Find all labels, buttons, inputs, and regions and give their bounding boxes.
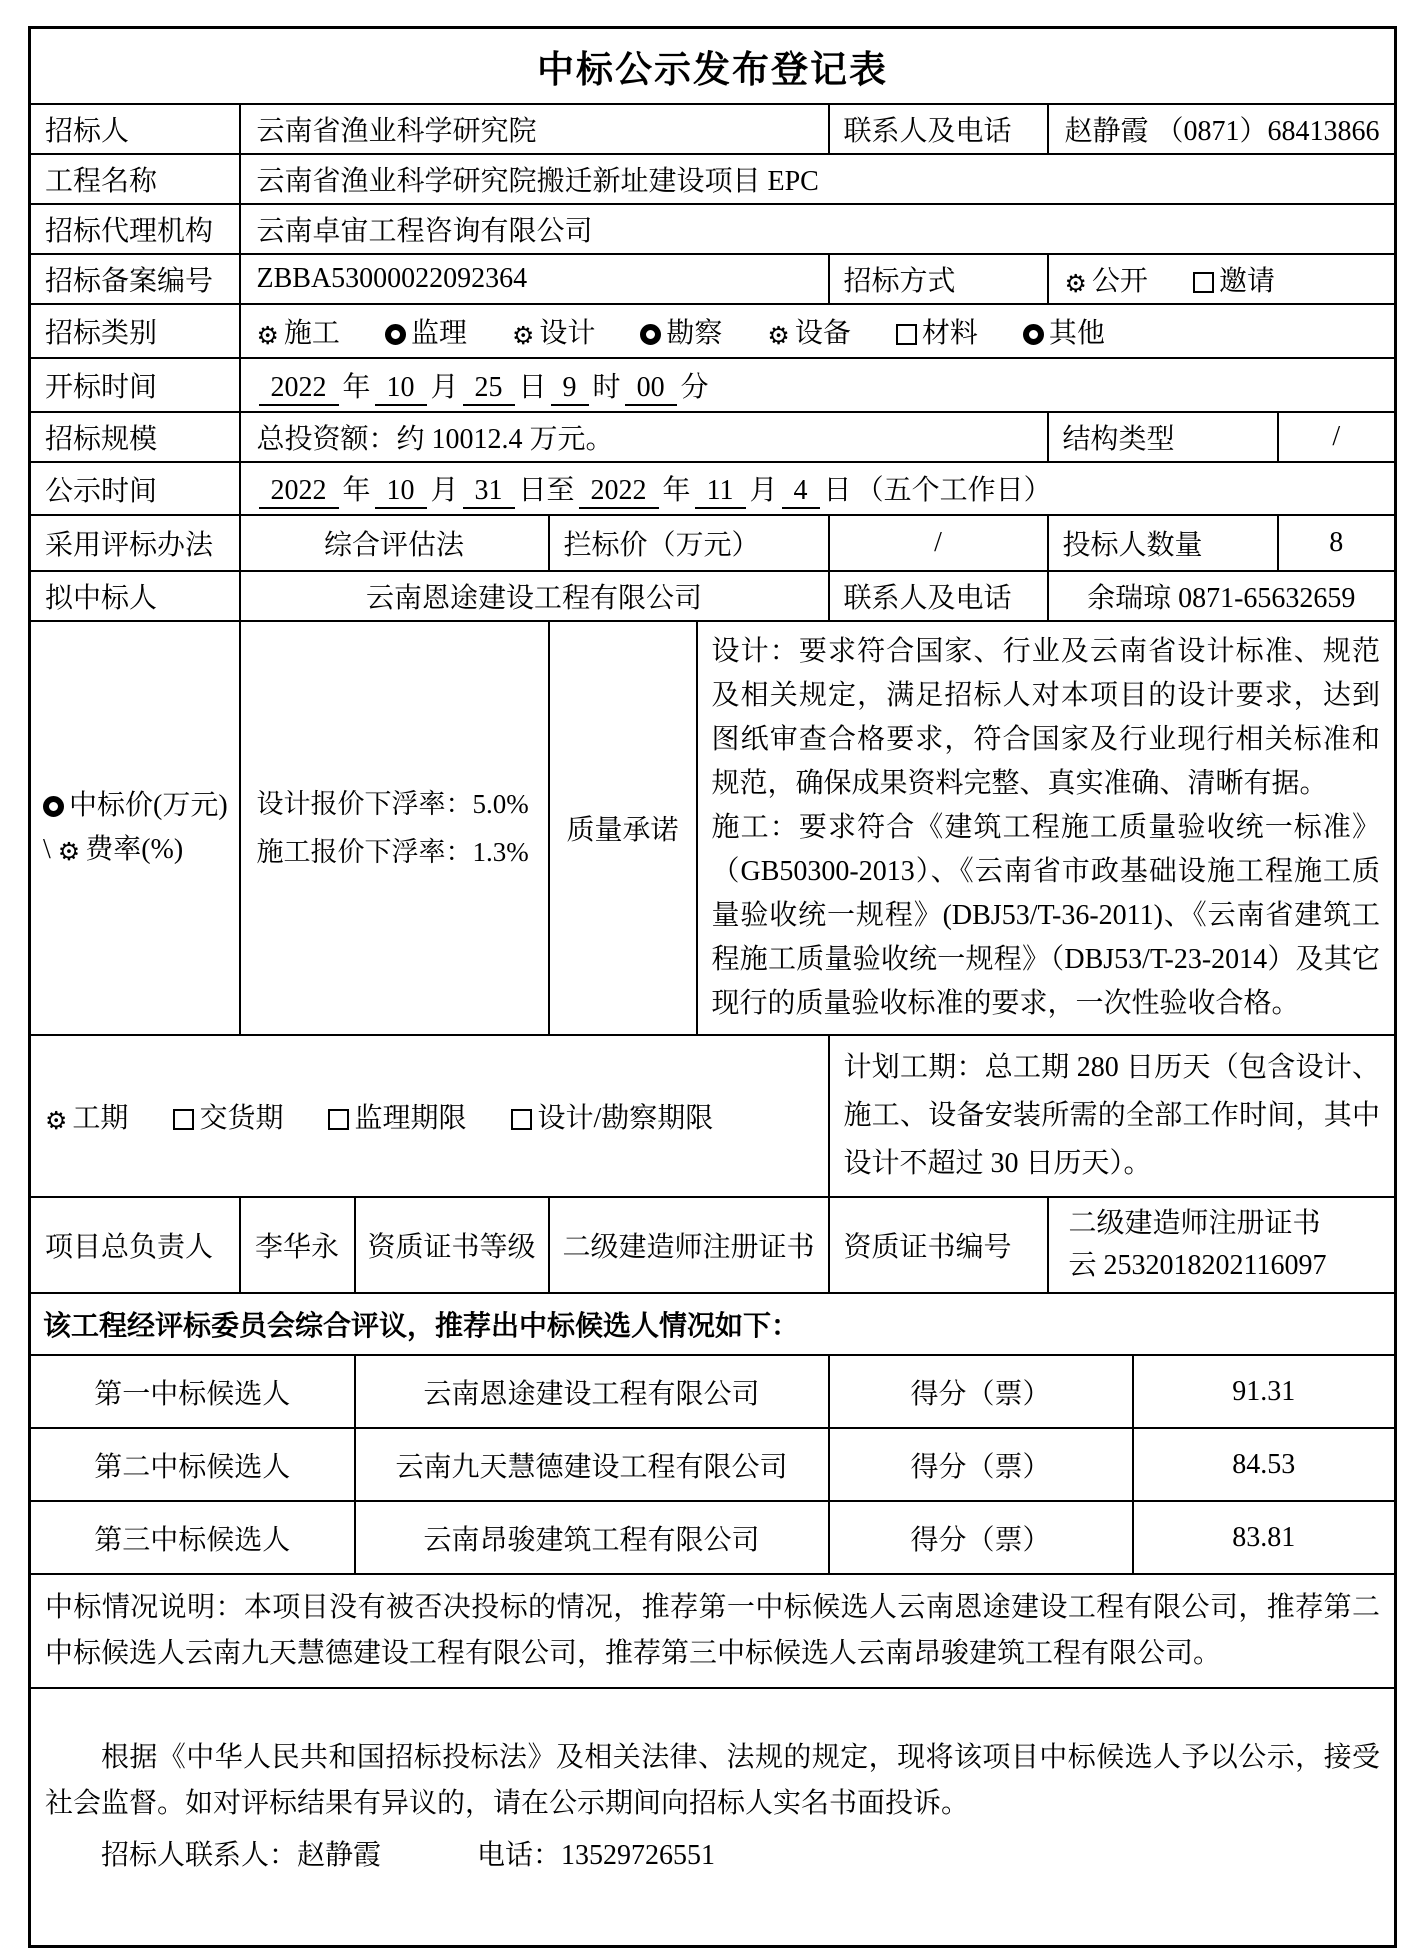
pub-unit: 年 (342, 475, 371, 506)
candidate-score-label: 得分（票） (829, 1501, 1133, 1574)
method-option-label: 邀请 (1218, 266, 1275, 297)
result-note-row (30, 1574, 1396, 1688)
design-discount-rate: 设计报价下浮率：5.0% (256, 789, 529, 819)
tenderer-contact-label: 联系人及电话 (829, 104, 1048, 154)
ceiling-price-label: 拦标价（万元） (549, 515, 829, 571)
publicity-row (30, 462, 1396, 515)
pub-start-day: 31 (463, 475, 515, 509)
empty-checkbox-icon (511, 1103, 532, 1135)
pub-unit: 日至 (518, 475, 575, 506)
filled-radio-icon (43, 784, 64, 828)
category-option (640, 311, 722, 351)
duration-option (45, 1096, 128, 1136)
candidate-rank: 第二中标候选人 (30, 1428, 355, 1501)
scale-value: 总投资额：约 10012.4 万元。 (240, 412, 1048, 462)
evaluation-method: 综合评估法 (240, 515, 549, 571)
publicity-value (240, 462, 1396, 515)
recommend-header-row (30, 1293, 1396, 1355)
discount-rates-cell (240, 621, 549, 1035)
candidate-row-3 (30, 1501, 1396, 1574)
open-day: 25 (463, 372, 515, 406)
project-label: 工程名称 (30, 154, 240, 204)
winner-contact-label: 联系人及电话 (829, 571, 1048, 621)
evaluation-row (30, 515, 1396, 571)
open-minute-unit: 分 (680, 371, 709, 403)
category-option (1023, 311, 1105, 351)
method-label: 招标方式 (829, 254, 1048, 304)
duration-option-label: 设计/勘察期限 (537, 1103, 714, 1134)
open-month-unit: 月 (430, 371, 459, 403)
planned-duration-text: 计划工期：总工期 280 日历天（包含设计、施工、设备安装所需的全部工作时间，其中设计不超过 30 日历天）。 (829, 1035, 1396, 1197)
winner-label: 拟中标人 (30, 571, 240, 621)
category-option-label: 监理 (410, 318, 467, 349)
tenderer-value: 云南省渔业科学研究院 (240, 104, 829, 154)
footer-contact-name: 招标人联系人：赵静霞 (101, 1840, 382, 1871)
agency-row (30, 204, 1396, 254)
category-option-label: 勘察 (666, 318, 723, 349)
manager-label: 项目总负责人 (30, 1197, 240, 1293)
gear-radio-icon (512, 318, 534, 350)
filled-radio-icon (385, 318, 406, 350)
empty-checkbox-icon (328, 1103, 349, 1135)
result-note: 中标情况说明：本项目没有被否决投标的情况，推荐第一中标候选人云南恩途建设工程有限公司，推荐第二中标候选人云南九天慧德建设工程有限公司，推荐第三中标候选人云南昂骏建筑工程有限公司。 (30, 1574, 1396, 1688)
gear-radio-icon (45, 1103, 67, 1135)
winner-contact-value: 余瑞琼 0871-65632659 (1048, 571, 1396, 621)
cert-level-value: 二级建造师注册证书 (549, 1197, 829, 1293)
duration-option (511, 1096, 713, 1136)
open-year-unit: 年 (342, 371, 371, 403)
scale-row (30, 412, 1396, 462)
cert-no-line2: 云 2532018202116097 (1068, 1250, 1327, 1281)
agency-label: 招标代理机构 (30, 204, 240, 254)
candidate-score-label: 得分（票） (829, 1355, 1133, 1428)
duration-option-label: 监理期限 (354, 1103, 467, 1134)
quality-construction-text: 施工：要求符合《建筑工程施工质量验收统一标准》（GB50300-2013）、《云南省市政基础设施工程施工质量验收统一规程》(DBJ53/T-36-2011)、《云南省建筑工程施工质量验收统一规程》（DBJ53/T-23-2014）及其它现行的质量验收标准的要求，一次性验收合格。 (711, 812, 1381, 1019)
cert-level-label: 资质证书等级 (355, 1197, 549, 1293)
ceiling-price-value: / (829, 515, 1048, 571)
candidate-rank: 第一中标候选人 (30, 1355, 355, 1428)
category-option (257, 311, 340, 351)
cert-no-value (1048, 1197, 1396, 1293)
cert-no-label: 资质证书编号 (829, 1197, 1048, 1293)
structure-type-label: 结构类型 (1048, 412, 1278, 462)
method-options (1048, 254, 1396, 304)
pub-unit: 月 (749, 475, 778, 506)
footer-contact-line (45, 1833, 1380, 1879)
category-option-label: 施工 (283, 318, 340, 349)
candidate-company: 云南九天慧德建设工程有限公司 (355, 1428, 829, 1501)
duration-option (173, 1096, 283, 1136)
bidder-count-label: 投标人数量 (1048, 515, 1278, 571)
candidate-row-1 (30, 1355, 1396, 1428)
tenderer-label: 招标人 (30, 104, 240, 154)
page-title: 中标公示发布登记表 (30, 28, 1396, 105)
method-option (1065, 259, 1148, 299)
record-value: ZBBA53000022092364 (240, 254, 829, 304)
empty-checkbox-icon (173, 1103, 194, 1135)
gear-radio-icon (58, 828, 80, 872)
open-time-value (240, 358, 1396, 412)
record-label: 招标备案编号 (30, 254, 240, 304)
duration-row (30, 1035, 1396, 1197)
filled-radio-icon (640, 318, 661, 350)
open-minute: 00 (625, 372, 677, 406)
open-day-unit: 日 (518, 371, 547, 403)
price-rate-label (30, 621, 240, 1035)
footer-block (30, 1688, 1396, 1947)
record-row (30, 254, 1396, 304)
duration-option-label: 交货期 (199, 1103, 284, 1134)
project-row (30, 154, 1396, 204)
category-option-label: 设计 (539, 318, 596, 349)
tenderer-contact-value: 赵静霞 （0871）68413866 (1048, 104, 1396, 154)
open-time-label: 开标时间 (30, 358, 240, 412)
manager-name: 李华永 (240, 1197, 355, 1293)
candidate-row-2 (30, 1428, 1396, 1501)
construction-discount-rate: 施工报价下浮率：1.3% (256, 837, 529, 867)
gear-radio-icon (257, 318, 279, 350)
recommend-header: 该工程经评标委员会综合评议，推荐出中标候选人情况如下： (30, 1293, 1396, 1355)
category-row (30, 304, 1396, 358)
candidate-score: 83.81 (1133, 1501, 1396, 1574)
category-option (512, 311, 595, 351)
candidate-score: 91.31 (1133, 1355, 1396, 1428)
category-options (240, 304, 1396, 358)
evaluation-label: 采用评标办法 (30, 515, 240, 571)
winner-value: 云南恩途建设工程有限公司 (240, 571, 829, 621)
open-hour-unit: 时 (592, 371, 621, 403)
cert-no-line1: 二级建造师注册证书 (1068, 1208, 1321, 1239)
project-value: 云南省渔业科学研究院搬迁新址建设项目 EPC (240, 154, 1396, 204)
candidate-score-label: 得分（票） (829, 1428, 1133, 1501)
bidder-count-value: 8 (1278, 515, 1396, 571)
category-option (896, 311, 978, 351)
candidate-company: 云南昂骏建筑工程有限公司 (355, 1501, 829, 1574)
empty-checkbox-icon (896, 318, 917, 350)
registration-form (28, 26, 1394, 1948)
candidate-company: 云南恩途建设工程有限公司 (355, 1355, 829, 1428)
method-option (1193, 259, 1275, 299)
pub-start-year: 2022 (259, 475, 339, 509)
open-year: 2022 (259, 372, 339, 406)
manager-row (30, 1197, 1396, 1293)
pub-unit: 年 (662, 475, 691, 506)
open-hour: 9 (551, 372, 589, 406)
agency-value: 云南卓宙工程咨询有限公司 (240, 204, 1396, 254)
price-quality-row (30, 621, 1396, 1035)
gear-radio-icon (1065, 266, 1087, 298)
pub-end-month: 11 (695, 475, 746, 509)
category-label: 招标类别 (30, 304, 240, 358)
pub-start-month: 10 (375, 475, 427, 509)
open-month: 10 (375, 372, 427, 406)
structure-type-value: / (1278, 412, 1396, 462)
pub-unit: 月 (430, 475, 459, 506)
method-option-label: 公开 (1091, 266, 1148, 297)
duration-options (30, 1035, 829, 1197)
pub-end-day: 4 (782, 475, 820, 509)
pub-unit: 日 (823, 475, 852, 506)
footer-paragraph: 根据《中华人民共和国招标投标法》及相关法律、法规的规定，现将该项目中标候选人予以公示，接受社会监督。如对评标结果有异议的，请在公示期间向招标人实名书面投诉。 (45, 1742, 1381, 1819)
category-option-label: 其他 (1048, 318, 1105, 349)
category-option (767, 311, 850, 351)
quality-design-text: 设计：要求符合国家、行业及云南省设计标准、规范及相关规定，满足招标人对本项目的设计要求，达到图纸审查合格要求，符合国家及行业现行相关标准和规范，确保成果资料完整、真实准确、清晰有据。 (711, 636, 1381, 799)
open-time-row (30, 358, 1396, 412)
gear-radio-icon (767, 318, 789, 350)
pub-end-year: 2022 (579, 475, 659, 509)
price-label-text1: 中标价(万元) \ (43, 790, 228, 865)
footer-contact-phone: 电话：13529726551 (477, 1840, 716, 1871)
tenderer-row (30, 104, 1396, 154)
form-table (28, 26, 1397, 1948)
footer-row (30, 1688, 1396, 1947)
quality-promise-label: 质量承诺 (549, 621, 697, 1035)
category-option-label: 设备 (794, 318, 851, 349)
price-label-text2: 费率(%) (85, 834, 184, 865)
duration-option (328, 1096, 466, 1136)
category-option-label: 材料 (921, 318, 978, 349)
empty-checkbox-icon (1193, 266, 1214, 298)
publicity-label: 公示时间 (30, 462, 240, 515)
quality-promise-text (697, 621, 1396, 1035)
filled-radio-icon (1023, 318, 1044, 350)
candidate-score: 84.53 (1133, 1428, 1396, 1501)
candidate-rank: 第三中标候选人 (30, 1501, 355, 1574)
scale-label: 招标规模 (30, 412, 240, 462)
duration-option-label: 工期 (72, 1103, 129, 1134)
title-row (30, 28, 1396, 105)
pub-working-days: （五个工作日） (855, 475, 1052, 506)
winner-row (30, 571, 1396, 621)
category-option (385, 311, 467, 351)
